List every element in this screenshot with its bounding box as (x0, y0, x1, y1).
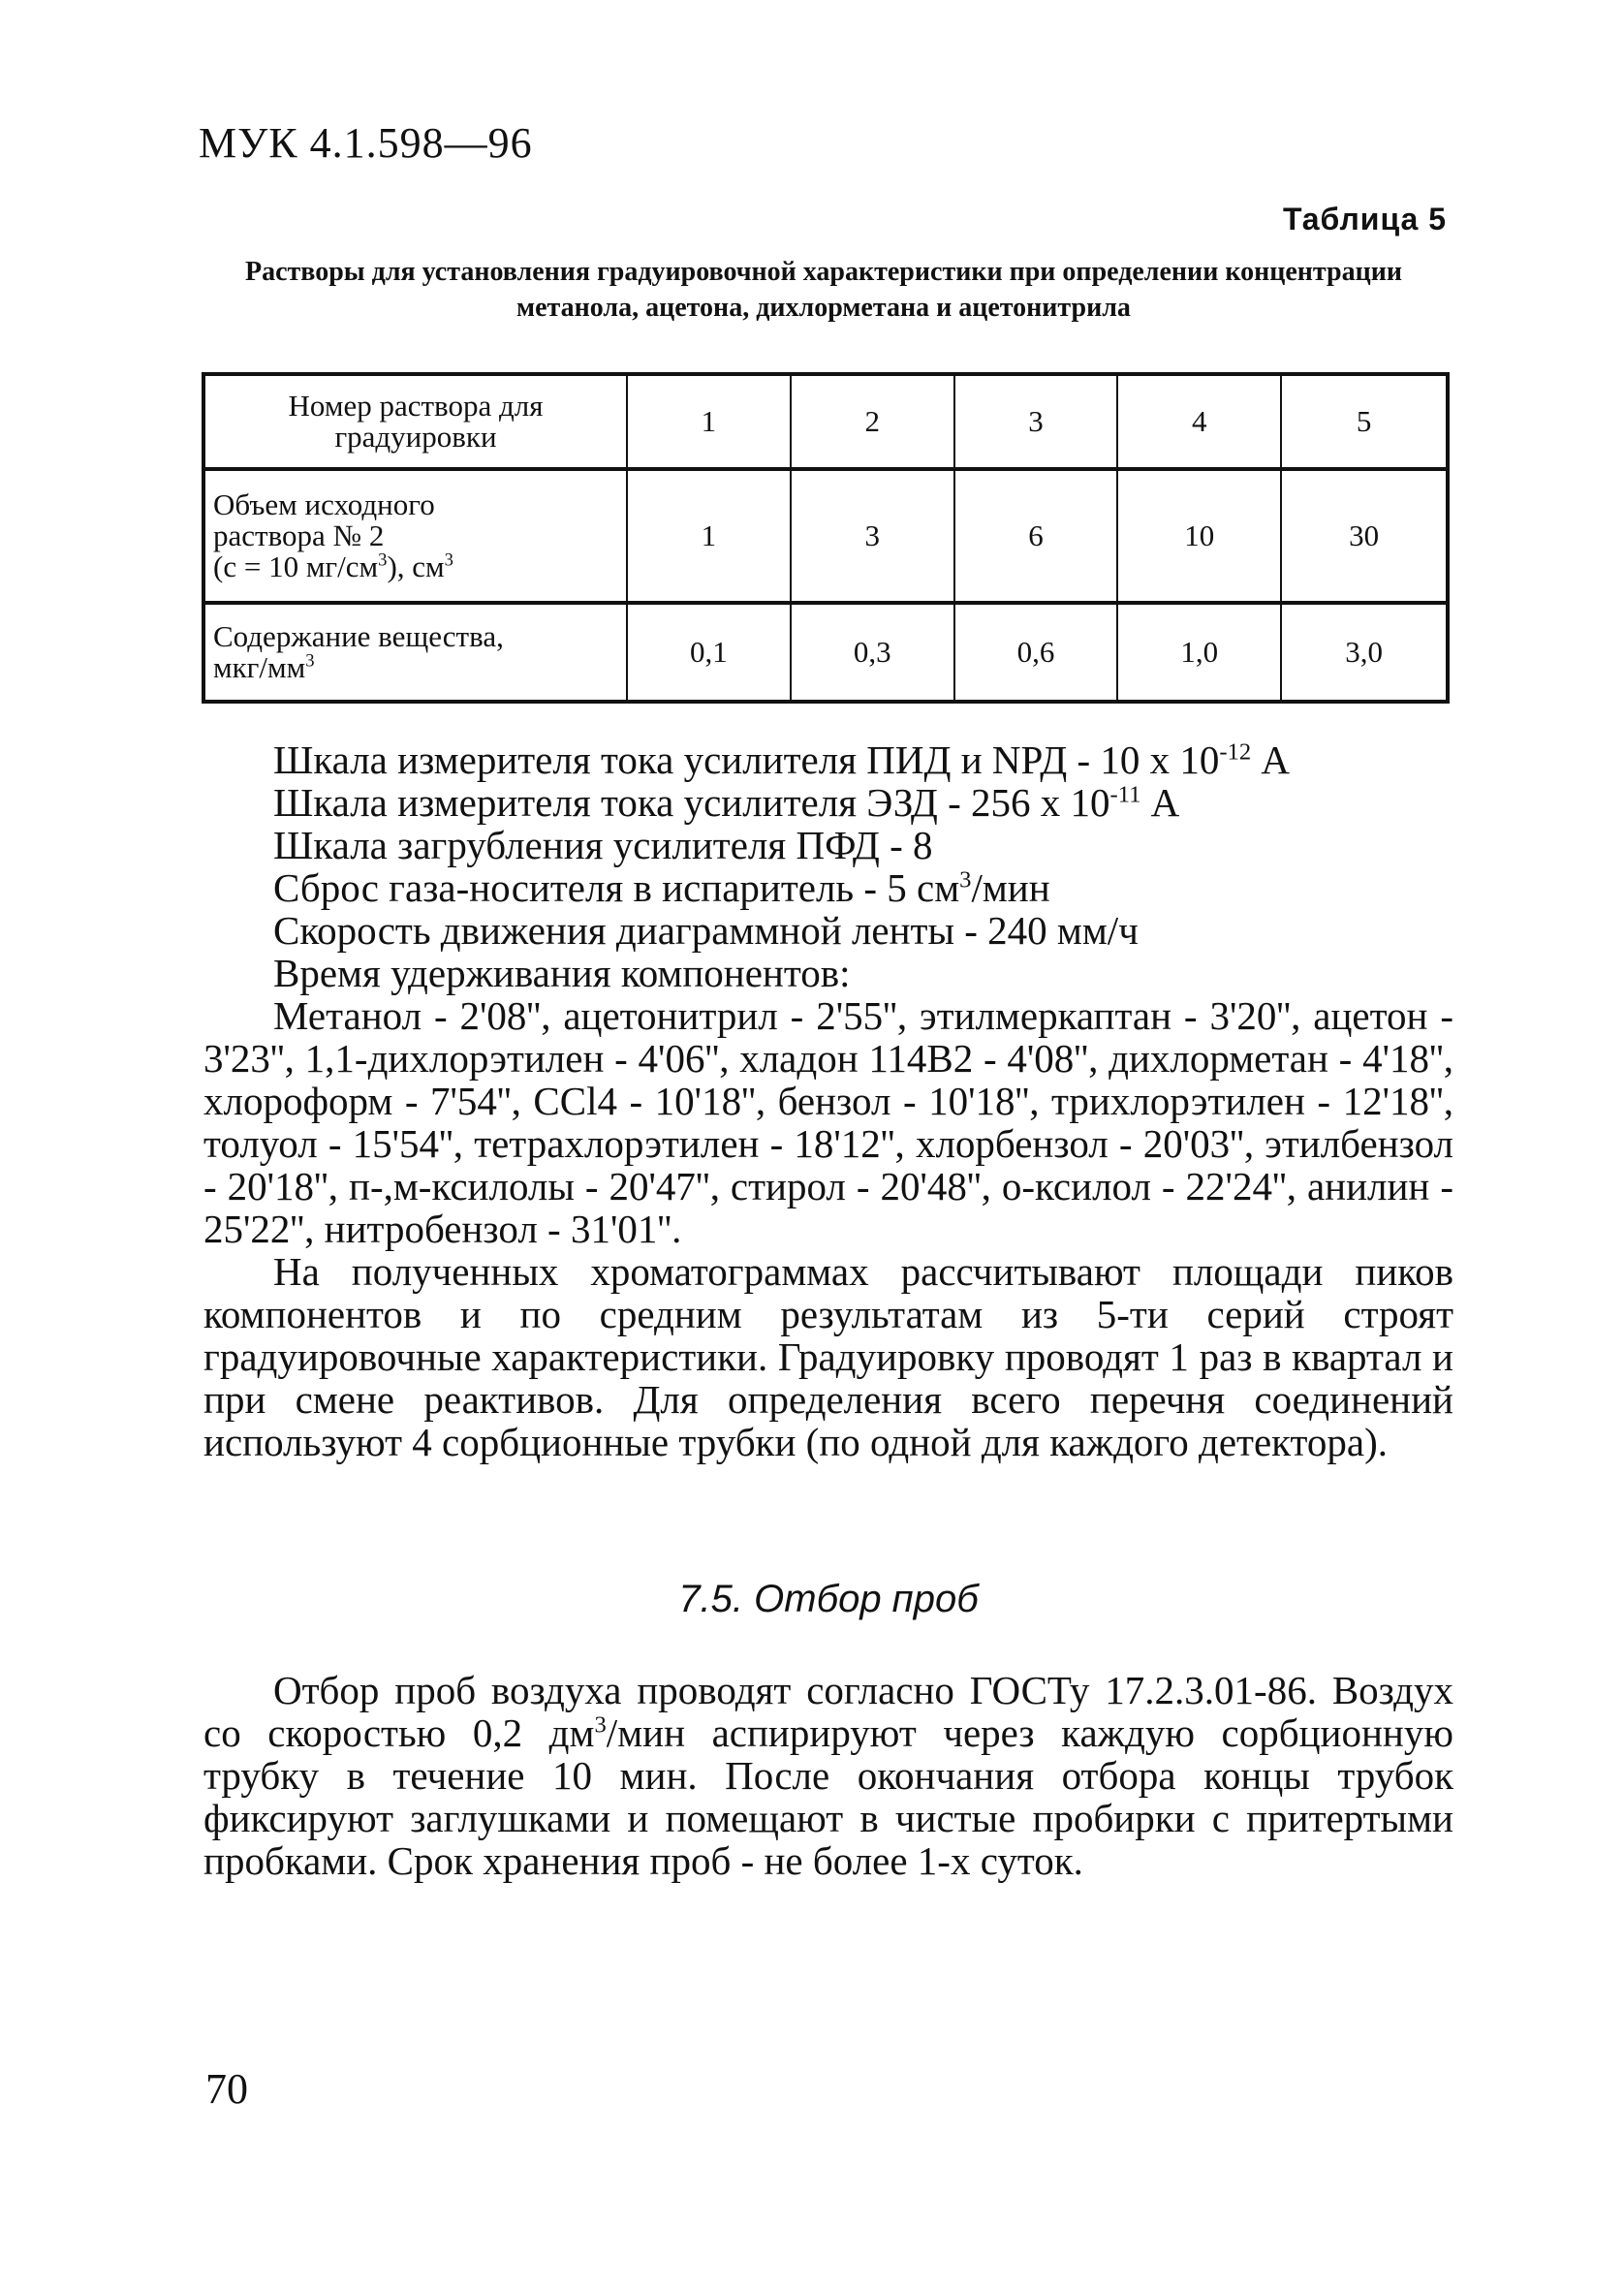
table-cell: 3,0 (1281, 603, 1448, 702)
param-line: Время удерживания компонентов: (273, 951, 851, 995)
paragraph-text: Отбор проб воздуха проводят согласно ГОСТу 17.2.3.01-86. Воздух со скоростью 0,2 дм (203, 1668, 1453, 1755)
document-code: МУК 4.1.598—96 (199, 119, 533, 167)
row-header-line: мкг/мм (213, 650, 306, 684)
table-caption: Растворы для установления градуировочной характеристики при определении концентрации метанола, ацетона, дихлорметана и ацетонитрила (245, 257, 1402, 323)
retention-times-block (203, 994, 1453, 1463)
table-row (203, 603, 1448, 702)
row-header: Номер раствора для градуировки (203, 374, 627, 469)
table-cell: 10 (1117, 469, 1281, 603)
calibration-paragraph: На полученных хроматограммах рассчитывают площади пиков компонентов и по средним результатам из 5-ти серий строят градуировочные характеристики. Градуировку проводят 1 раз в квартал и при смене реактивов. Для определения всего перечня соединений используют 4 сорбционные трубки (по одной для каждого детектора). (203, 1249, 1453, 1464)
param-line (203, 866, 1453, 909)
param-text: Шкала измерителя тока усилителя ПИД и NРД - 10 х 10 (273, 737, 1220, 782)
superscript: 3 (959, 866, 972, 894)
table-cell: 0,3 (791, 603, 954, 702)
superscript: -12 (1219, 738, 1252, 766)
measurement-parameters (203, 738, 1453, 994)
row-header (203, 469, 627, 603)
table-cell: 2 (791, 374, 954, 469)
param-line (203, 738, 1453, 781)
sampling-block (203, 1669, 1453, 1882)
table-cell: 3 (954, 374, 1118, 469)
param-line: Шкала загрубления усилителя ПФД - 8 (273, 823, 933, 867)
paragraph-text: /мин аспирируют через каждую сорбционную трубку в течение 10 мин. После окончания отбора концы трубок фиксируют заглушками и помещают в чистые пробирки с притертыми пробками. Срок хранения проб - не более 1-х суток. (203, 1710, 1453, 1883)
superscript: 3 (305, 650, 315, 672)
row-header (203, 603, 627, 702)
row-header-line: Содержание вещества, (213, 619, 504, 653)
param-line (203, 781, 1453, 824)
param-line: Скорость движения диаграммной ленты - 240 мм/ч (273, 908, 1139, 953)
table-label: Таблица 5 (1282, 202, 1447, 236)
table-cell: 5 (1281, 374, 1448, 469)
table-cell: 4 (1117, 374, 1281, 469)
section-title: 7.5. Отбор проб (678, 1578, 979, 1620)
superscript: 3 (378, 549, 388, 571)
table-cell: 0,1 (627, 603, 791, 702)
table-cell: 3 (791, 469, 954, 603)
row-header-line: Объем исходного (213, 487, 435, 521)
page-number: 70 (205, 2065, 248, 2113)
row-header-line: раствора № 2 (213, 518, 385, 552)
superscript: 3 (444, 549, 453, 571)
retention-times-paragraph: Метанол - 2'08'', ацетонитрил - 2'55'', этилмеркаптан - 3'20'', ацетон - 3'23'', 1,1-дихлорэтилен - 4'06'', хладон 114В2 - 4'08'', дихлорметан - 4'18'', хлороформ - 7'54'', CCl4 - 10'18'', бензол - 10'18'', трихлорэтилен - 12'18'', толуол - 15'54'', тетрахлорэтилен - 18'12'', хлорбензол - 20'03'', этилбензол - 20'18'', п-,м-ксилолы - 20'47'', стирол - 20'48'', о-ксилол - 22'24'', анилин - 25'22'', нитробензол - 31'01''. (203, 993, 1453, 1251)
table-cell: 30 (1281, 469, 1448, 603)
table-row (203, 469, 1448, 603)
param-text: Сброс газа-носителя в испаритель - 5 см (273, 865, 960, 910)
table-cell: 1 (627, 374, 791, 469)
row-header-line: ), см (387, 549, 445, 583)
superscript: 3 (594, 1711, 607, 1739)
table-cell: 1,0 (1117, 603, 1281, 702)
param-text: Шкала измерителя тока усилителя ЭЗД - 256 х 10 (273, 780, 1110, 825)
row-header-line: (с = 10 мг/см (213, 549, 379, 583)
param-text: А (1251, 737, 1291, 782)
calibration-table (202, 372, 1450, 704)
param-text: /мин (971, 865, 1050, 910)
sampling-paragraph (203, 1669, 1453, 1882)
table-cell: 0,6 (954, 603, 1118, 702)
param-text: А (1140, 780, 1180, 825)
table-cell: 6 (954, 469, 1118, 603)
table-row (203, 374, 1448, 469)
table-cell: 1 (627, 469, 791, 603)
superscript: -11 (1109, 781, 1141, 808)
